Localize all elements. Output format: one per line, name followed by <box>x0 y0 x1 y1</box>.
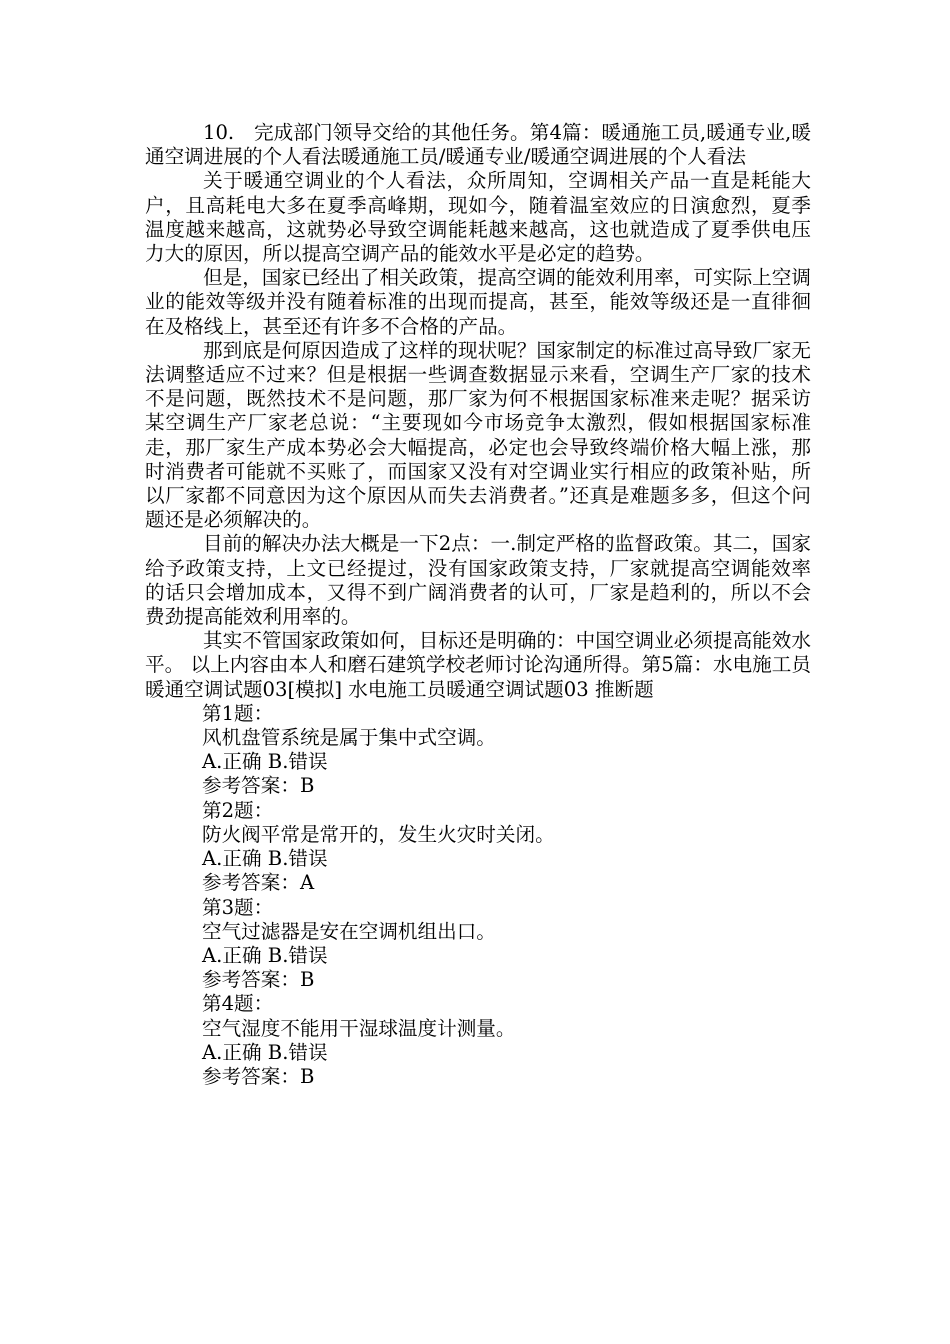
question-number: 第4题： <box>202 992 274 1016</box>
question-answer: 参考答案：B <box>202 774 315 798</box>
question-text: 空气湿度不能用干湿球温度计测量。 <box>202 1016 516 1040</box>
question-options: A.正确 B.错误 <box>202 1040 328 1064</box>
question-number: 第2题： <box>202 798 274 822</box>
paragraph-conclusion-and-article-5-title: 其实不管国家政策如何，目标还是明确的：中国空调业必须提高能效水平。 以上内容由本人和磨石建筑学校老师讨论沟通所得。第5篇：水电施工员暖通空调试题03[模拟] 水电施工员暖通空调试题03 推断题 <box>145 629 811 701</box>
question-text: 空气过滤器是安在空调机组出口。 <box>202 919 496 943</box>
question-1 <box>145 702 811 799</box>
question-number: 第1题： <box>202 701 274 725</box>
question-text: 防火阀平常是常开的，发生火灾时关闭。 <box>202 822 555 846</box>
question-options: A.正确 B.错误 <box>202 943 328 967</box>
question-3 <box>145 896 811 993</box>
question-answer: 参考答案：A <box>202 871 315 895</box>
question-2 <box>145 799 811 896</box>
question-4 <box>145 992 811 1089</box>
paragraph-policy: 但是，国家已经出了相关政策，提高空调的能效利用率，可实际上空调业的能效等级并没有随着标准的出现而提高，甚至，能效等级还是一直徘徊在及格线上，甚至还有许多不合格的产品。 <box>145 266 811 338</box>
question-answer: 参考答案：B <box>202 1064 315 1088</box>
question-options: A.正确 B.错误 <box>202 750 328 774</box>
paragraph-solutions: 目前的解决办法大概是一下2点：一.制定严格的监督政策。其二，国家给予政策支持，上文已经提过，没有国家政策支持，厂家就提高空调能效率的话只会增加成本，又得不到广阔消费者的认可，厂家是趋利的，所以不会费劲提高能效利用率的。 <box>145 532 811 629</box>
question-number: 第3题： <box>202 895 274 919</box>
paragraph-reasons: 那到底是何原因造成了这样的现状呢？国家制定的标准过高导致厂家无法调整适应不过来？但是根据一些调查数据显示来看，空调生产厂家的技术不是问题，既然技术不是问题，那厂家为何不根据国家标准来走呢？据采访某空调生产厂家老总说：“主要现如今市场竞争太激烈，假如根据国家标准走，那厂家生产成本势必会大幅提高，必定也会导致终端价格大幅上涨，那时消费者可能就不买账了，而国家又没有对空调业实行相应的政策补贴，所以厂家都不同意因为这个原因从而失去消费者。”还真是难题多多，但这个问题还是必须解决的。 <box>145 338 811 532</box>
paragraph-energy-consumption: 关于暖通空调业的个人看法，众所周知，空调相关产品一直是耗能大户，且高耗电大多在夏季高峰期，现如今，随着温室效应的日演愈烈，夏季温度越来越高，这就势必导致空调能耗越来越高，这也就造成了夏季供电压力大的原因，所以提高空调产品的能效水平是必定的趋势。 <box>145 169 811 266</box>
question-answer: 参考答案：B <box>202 968 315 992</box>
question-text: 风机盘管系统是属于集中式空调。 <box>202 726 496 750</box>
question-options: A.正确 B.错误 <box>202 847 328 871</box>
paragraph-task-10-and-article-4-title: 10. 完成部门领导交给的其他任务。第4篇：暖通施工员,暖通专业,暖通空调进展的个人看法暖通施工员/暖通专业/暖通空调进展的个人看法 <box>145 121 811 169</box>
document-page <box>145 121 811 1089</box>
